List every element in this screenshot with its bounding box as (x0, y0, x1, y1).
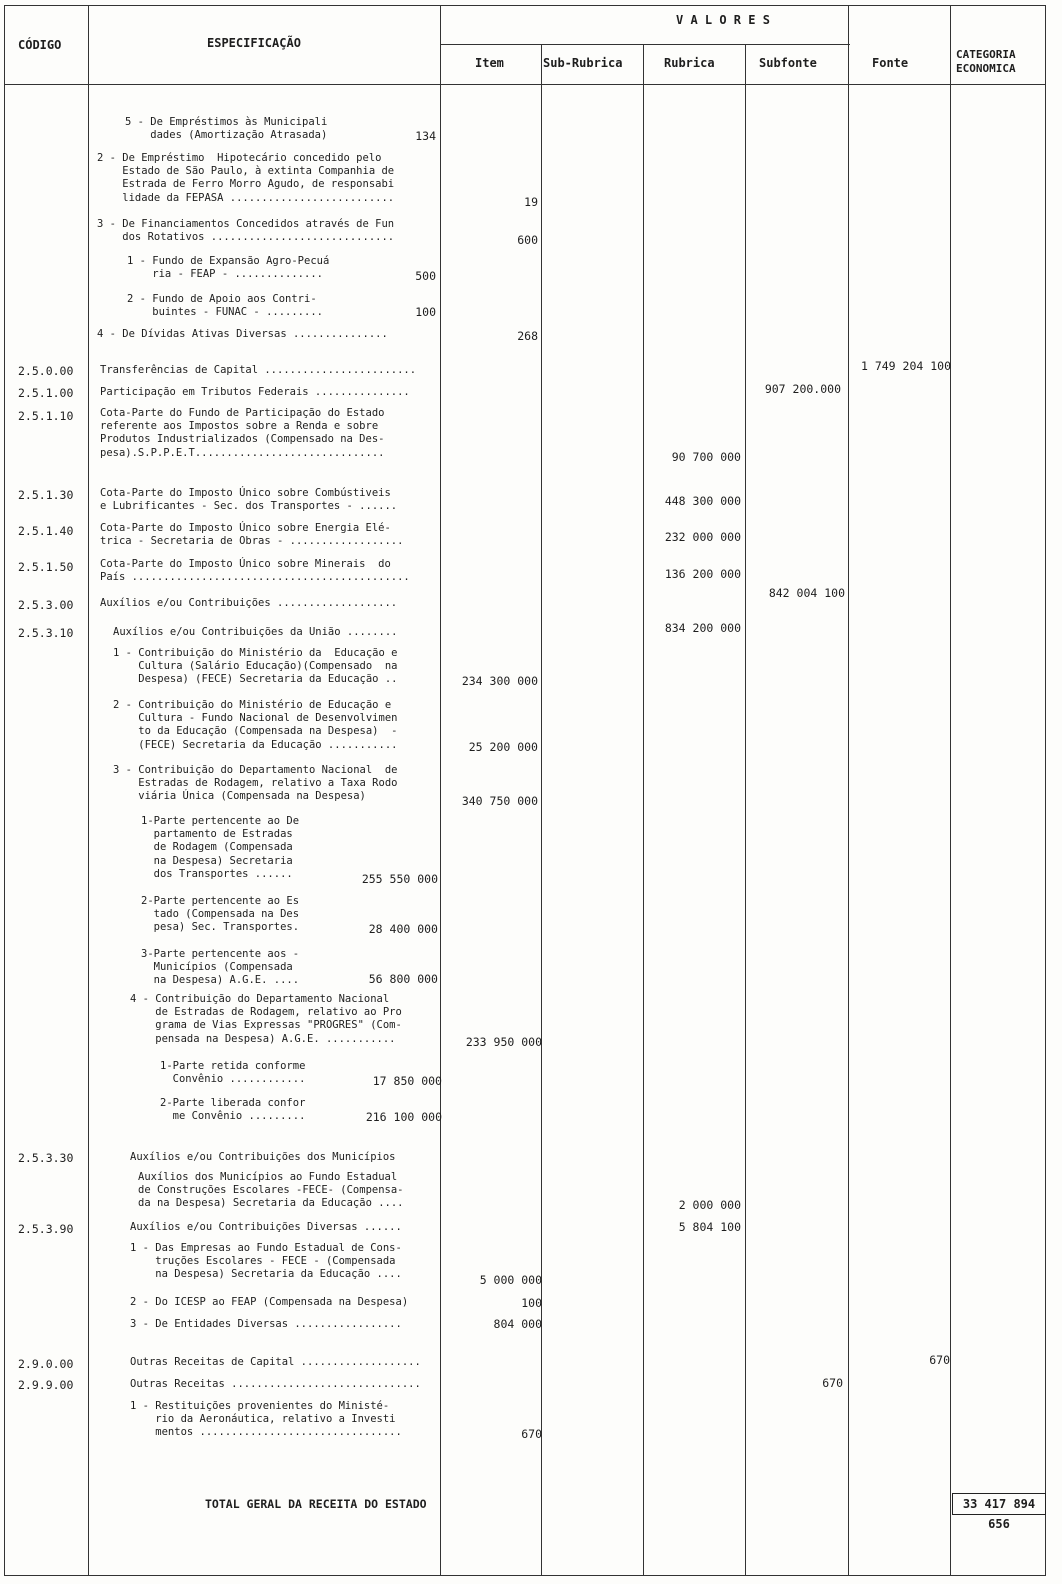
header-codigo: CÓDIGO (18, 38, 62, 52)
spec-entry: Outras Receitas de Capital ................... (130, 1356, 421, 1368)
table-border-right (1045, 5, 1046, 1575)
sub-value: 255 550 000 (361, 872, 438, 886)
account-code: 2.5.0.00 (18, 364, 74, 378)
item-value: 100 (521, 1296, 542, 1310)
spec-entry: 1 - Fundo de Expansão Agro-Pecuá ria - FEAP - .............. (127, 255, 330, 281)
rubrica-value: 136 200 000 (664, 567, 741, 581)
sub-value: 56 800 000 (368, 972, 438, 986)
spec-entry: 2 - Do ICESP ao FEAP (Compensada na Despesa) (130, 1296, 409, 1308)
rubrica-value: 2 000 000 (678, 1198, 741, 1212)
spec-entry: 1-Parte pertencente ao De partamento de Estradas de Rodagem (Compensada na Despesa) Secretaria dos Transportes ...... (141, 815, 300, 880)
account-code: 2.5.3.30 (18, 1151, 74, 1165)
item-value: 19 (524, 195, 538, 209)
subfonte-value: 907 200.000 (764, 382, 841, 396)
item-value: 5 000 000 (479, 1273, 542, 1287)
rubrica-value: 448 300 000 (664, 494, 741, 508)
spec-entry: 1 - Contribuição do Ministério da Educação e Cultura (Salário Educação)(Compensado na Despesa) (FECE) Secretaria da Educação .. (113, 647, 398, 686)
spec-entry: 2 - De Empréstimo Hipotecário concedido pelo Estado de São Paulo, à extinta Companhia de Estrada de Ferro Morro Agudo, de responsabi lidade da FEPASA .......................... (97, 152, 395, 204)
spec-entry: 2-Parte liberada confor me Convênio ......... (160, 1097, 306, 1123)
account-code: 2.5.3.90 (18, 1222, 74, 1236)
header-rubrica: Rubrica (664, 56, 715, 70)
grand-total: 33 417 894 656 (952, 1493, 1046, 1515)
spec-entry: Auxílios dos Municípios ao Fundo Estadual de Construções Escolares -FECE- (Compensa- da na Despesa) Secretaria da Educação .... (138, 1171, 404, 1210)
account-code: 2.5.1.50 (18, 560, 74, 574)
table-border-left (4, 5, 5, 1575)
spec-entry: Participação em Tributos Federais ............... (100, 386, 410, 398)
sub-value: 100 (415, 305, 436, 319)
header-divider (4, 84, 1046, 85)
spec-entry: 1 - Das Empresas ao Fundo Estadual de Cons- truções Escolares - FECE - (Compensada na Despesa) Secretaria da Educação .... (130, 1242, 402, 1281)
account-code: 2.5.1.10 (18, 409, 74, 423)
rubrica-value: 834 200 000 (664, 621, 741, 635)
item-value: 670 (521, 1427, 542, 1441)
header-categoria-line1: CATEGORIA (956, 48, 1016, 61)
spec-entry: Auxílios e/ou Contribuições dos Municípios (130, 1151, 396, 1163)
spec-entry: Cota-Parte do Fundo de Participação do Estado referente aos Impostos sobre a Renda e sobre Produtos Industrializados (Compensado na Des- pesa).S.P.P.E.T.............................. (100, 407, 385, 459)
header-categoria-line2: ECONOMICA (956, 62, 1016, 75)
valores-divider (440, 44, 850, 45)
column-divider (745, 44, 746, 1575)
item-value: 340 750 000 (461, 794, 538, 808)
rubrica-value: 5 804 100 (678, 1220, 741, 1234)
account-code: 2.5.1.00 (18, 386, 74, 400)
spec-entry: 2 - Fundo de Apoio aos Contri- buintes - FUNAC - ......... (127, 293, 323, 319)
header-fonte: Fonte (872, 56, 909, 70)
item-value: 600 (517, 233, 538, 247)
spec-entry: 4 - De Dívidas Ativas Diversas ............... (97, 328, 388, 340)
spec-entry: Cota-Parte do Imposto Único sobre Minerais do País ............................................ (100, 558, 410, 584)
item-value: 234 300 000 (461, 674, 538, 688)
total-label: TOTAL GERAL DA RECEITA DO ESTADO (205, 1497, 427, 1511)
account-code: 2.9.0.00 (18, 1357, 74, 1371)
spec-entry: 3 - De Financiamentos Concedidos através de Fun dos Rotativos ............................. (97, 218, 395, 244)
account-code: 2.5.3.00 (18, 598, 74, 612)
account-code: 2.5.1.40 (18, 524, 74, 538)
item-value: 268 (517, 329, 538, 343)
spec-entry: Auxílios e/ou Contribuições da União ........ (113, 626, 398, 638)
spec-entry: Auxílios e/ou Contribuições ................... (100, 597, 398, 609)
item-value: 233 950 000 (465, 1035, 542, 1049)
header-item: Item (475, 56, 504, 70)
account-code: 2.5.3.10 (18, 626, 74, 640)
spec-entry: Cota-Parte do Imposto Único sobre Combústiveis e Lubrificantes - Sec. dos Transportes - ...... (100, 487, 398, 513)
column-divider (848, 5, 849, 1575)
rubrica-value: 90 700 000 (671, 450, 741, 464)
spec-entry: Cota-Parte do Imposto Único sobre Energia Elé- trica - Secretaria de Obras - .................. (100, 522, 404, 548)
spec-entry: 5 - De Empréstimos às Municipali dades (Amortização Atrasada) (125, 116, 328, 142)
item-value: 804 000 (493, 1317, 542, 1331)
spec-entry: 1-Parte retida conforme Convênio ............ (160, 1060, 306, 1086)
header-especificacao: ESPECIFICAÇÃO (207, 36, 301, 50)
account-code: 2.9.9.00 (18, 1378, 74, 1392)
spec-entry: 2 - Contribuição do Ministério de Educação e Cultura - Fundo Nacional de Desenvolvimen to da Educação (Compensada na Despesa) - (FECE) Secretaria da Educação ........... (113, 699, 398, 751)
fonte-value: 670 (929, 1353, 950, 1367)
column-divider (88, 5, 89, 1575)
header-valores: V A L O R E S (676, 13, 770, 27)
spec-entry: Auxílios e/ou Contribuições Diversas ...... (130, 1221, 402, 1233)
sub-value: 17 850 000 (372, 1074, 442, 1088)
column-divider (440, 5, 441, 1575)
subfonte-value: 842 004 100 (768, 586, 845, 600)
spec-entry: 3 - Contribuição do Departamento Nacional de Estradas de Rodagem, relativo a Taxa Rodo viária Única (Compensada na Despesa) (113, 764, 398, 803)
spec-entry: Outras Receitas .............................. (130, 1378, 421, 1390)
spec-entry: 1 - Restituições provenientes do Ministé- rio da Aeronáutica, relativo a Investi mentos ................................ (130, 1400, 402, 1439)
sub-value: 134 (415, 129, 436, 143)
item-value: 25 200 000 (468, 740, 538, 754)
column-divider (643, 44, 644, 1575)
column-divider (950, 5, 951, 1575)
account-code: 2.5.1.30 (18, 488, 74, 502)
header-subfonte: Subfonte (759, 56, 817, 70)
table-border-bottom (4, 1575, 1046, 1576)
header-subrubrica: Sub-Rubrica (543, 56, 623, 70)
spec-entry: 2-Parte pertencente ao Es tado (Compensada na Des pesa) Sec. Transportes. (141, 895, 300, 934)
sub-value: 216 100 000 (365, 1110, 442, 1124)
sub-value: 500 (415, 269, 436, 283)
column-divider (541, 44, 542, 1575)
spec-entry: 3-Parte pertencente aos - Municípios (Compensada na Despesa) A.G.E. .... (141, 948, 300, 987)
spec-entry: 4 - Contribuição do Departamento Nacional de Estradas de Rodagem, relativo ao Pro grama de Vias Expressas "PROGRES" (Com- pensada na Despesa) A.G.E. ........... (130, 993, 402, 1045)
table-border-top (4, 5, 1046, 6)
subfonte-value: 670 (822, 1376, 843, 1390)
fonte-value: 1 749 204 100 (860, 359, 951, 373)
rubrica-value: 232 000 000 (664, 530, 741, 544)
sub-value: 28 400 000 (368, 922, 438, 936)
spec-entry: 3 - De Entidades Diversas ................. (130, 1318, 402, 1330)
spec-entry: Transferências de Capital ........................ (100, 364, 417, 376)
